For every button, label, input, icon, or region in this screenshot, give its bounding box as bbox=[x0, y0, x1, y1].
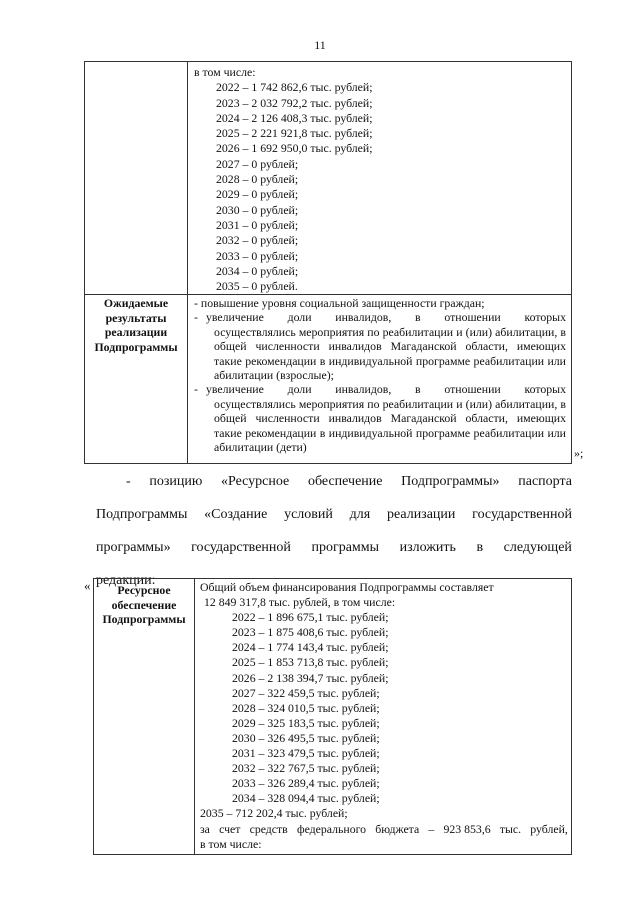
year-line: 2033 – 0 рублей; bbox=[216, 248, 299, 263]
word: программы» bbox=[96, 540, 171, 555]
year-line: 2026 – 1 692 950,0 тыс. рублей; bbox=[216, 141, 373, 156]
word: обеспечение bbox=[307, 474, 383, 489]
result-text-rest: осуществлялись мероприятия по реабилитации и (или) абилитации, в общей численности инвалидов Магаданской области, имеющих такие рекомендации в индивидуальной программе реабилитации или абилитации (дети) bbox=[214, 396, 566, 455]
result-text-rest: осуществлялись мероприятия по реабилитации и (или) абилитации, в общей численности инвалидов Магаданской области, имеющих такие рекомендации в индивидуальной программе реабилитации или абилитации (взрослые); bbox=[214, 324, 566, 383]
word: рублей, bbox=[530, 821, 568, 836]
year-line: 2024 – 2 126 408,3 тыс. рублей; bbox=[216, 110, 373, 125]
word: в bbox=[476, 540, 484, 555]
year-line: 2030 – 0 рублей; bbox=[216, 202, 299, 217]
word: следующей bbox=[503, 540, 572, 555]
closing-quote: »; bbox=[574, 446, 584, 460]
year-line: 2031 – 0 рублей; bbox=[216, 217, 299, 232]
word: счет bbox=[219, 821, 241, 836]
funding-intro: в том числе: bbox=[194, 65, 256, 79]
column-divider bbox=[194, 579, 195, 854]
page-number: 11 bbox=[314, 38, 326, 52]
word: Подпрограммы» bbox=[401, 474, 500, 489]
paragraph-line: редакции: bbox=[96, 573, 156, 588]
resource-support-table bbox=[93, 578, 572, 855]
opening-quote: « bbox=[84, 578, 91, 593]
word: паспорта bbox=[518, 474, 572, 489]
word: - bbox=[126, 474, 131, 489]
word: Подпрограммы bbox=[96, 507, 188, 522]
result-item: - повышение уровня социальной защищенности граждан; bbox=[194, 296, 485, 310]
funding-total: 12 849 317,8 тыс. рублей, в том числе: bbox=[204, 595, 396, 610]
word: средств bbox=[249, 821, 288, 836]
year-line: 2032 – 322 767,5 тыс. рублей; bbox=[232, 761, 380, 776]
year-line: 2034 – 0 рублей; bbox=[216, 263, 299, 278]
resource-support-label: Ресурсное обеспечение Подпрограммы bbox=[102, 583, 186, 626]
year-line: 2030 – 326 495,5 тыс. рублей; bbox=[232, 730, 380, 745]
funding-by-year-cell bbox=[194, 65, 566, 294]
result-item bbox=[194, 310, 566, 324]
year-line: 2027 – 322 459,5 тыс. рублей; bbox=[232, 685, 380, 700]
year-line: 2029 – 0 рублей; bbox=[216, 187, 299, 202]
year-line: 2023 – 2 032 792,2 тыс. рублей; bbox=[216, 95, 373, 110]
expected-results-cell bbox=[194, 296, 566, 454]
result-dash: - bbox=[194, 310, 198, 325]
result-text-first: увеличение доли инвалидов, в отношении которых bbox=[205, 382, 566, 397]
word: – bbox=[428, 821, 435, 836]
year-line: 2022 – 1 742 862,6 тыс. рублей; bbox=[216, 80, 373, 95]
year-line: 2025 – 2 221 921,8 тыс. рублей; bbox=[216, 126, 373, 141]
year-line: 2032 – 0 рублей; bbox=[216, 233, 299, 248]
word: 923 853,6 bbox=[443, 821, 491, 836]
year-line: 2024 – 1 774 143,4 тыс. рублей; bbox=[232, 640, 389, 655]
year-line: 2022 – 1 896 675,1 тыс. рублей; bbox=[232, 610, 389, 625]
year-line: 2026 – 2 138 394,7 тыс. рублей; bbox=[232, 670, 389, 685]
year-line: 2025 – 1 853 713,8 тыс. рублей; bbox=[232, 655, 389, 670]
word: государственной bbox=[191, 540, 291, 555]
result-item bbox=[194, 382, 566, 396]
year-line: 2028 – 324 010,5 тыс. рублей; bbox=[232, 700, 380, 715]
paragraph-line bbox=[96, 536, 572, 560]
word: для bbox=[349, 507, 371, 522]
column-divider bbox=[187, 62, 188, 463]
word: бюджета bbox=[375, 821, 420, 836]
year-line: 2031 – 323 479,5 тыс. рублей; bbox=[232, 746, 380, 761]
result-dash: - bbox=[194, 382, 198, 397]
year-line: 2028 – 0 рублей; bbox=[216, 172, 299, 187]
result-text-first: увеличение доли инвалидов, в отношении которых bbox=[205, 310, 566, 325]
word: реализации bbox=[386, 507, 456, 522]
year-line: 2027 – 0 рублей; bbox=[216, 156, 299, 171]
word: программы bbox=[311, 540, 380, 555]
word: условий bbox=[284, 507, 333, 522]
year-line: 2033 – 326 289,4 тыс. рублей; bbox=[232, 776, 380, 791]
word: за bbox=[200, 821, 210, 836]
expected-results-label: Ожидаемые результаты реализации Подпрограммы bbox=[94, 296, 178, 354]
funding-results-table bbox=[84, 61, 572, 464]
resource-support-cell bbox=[200, 580, 568, 852]
word: федерального bbox=[296, 821, 367, 836]
funding-intro: Общий объем финансирования Подпрограммы составляет bbox=[200, 580, 494, 594]
year-line: 2034 – 328 094,4 тыс. рублей; bbox=[232, 791, 380, 806]
word: «Создание bbox=[204, 507, 268, 522]
word: «Ресурсное bbox=[220, 474, 290, 489]
year-line: 2035 – 0 рублей. bbox=[216, 279, 298, 294]
federal-budget-tail: в том числе: bbox=[200, 836, 262, 851]
paragraph-line bbox=[96, 470, 572, 494]
federal-budget-line bbox=[200, 822, 568, 837]
word: изложить bbox=[399, 540, 456, 555]
year-line: 2023 – 1 875 408,6 тыс. рублей; bbox=[232, 625, 389, 640]
year-line: 2035 – 712 202,4 тыс. рублей; bbox=[200, 806, 348, 821]
paragraph-line bbox=[96, 503, 572, 527]
year-line: 2029 – 325 183,5 тыс. рублей; bbox=[232, 715, 380, 730]
word: позицию bbox=[149, 474, 203, 489]
word: государственной bbox=[472, 507, 572, 522]
instruction-paragraph bbox=[96, 470, 572, 593]
word: тыс. bbox=[499, 821, 522, 836]
